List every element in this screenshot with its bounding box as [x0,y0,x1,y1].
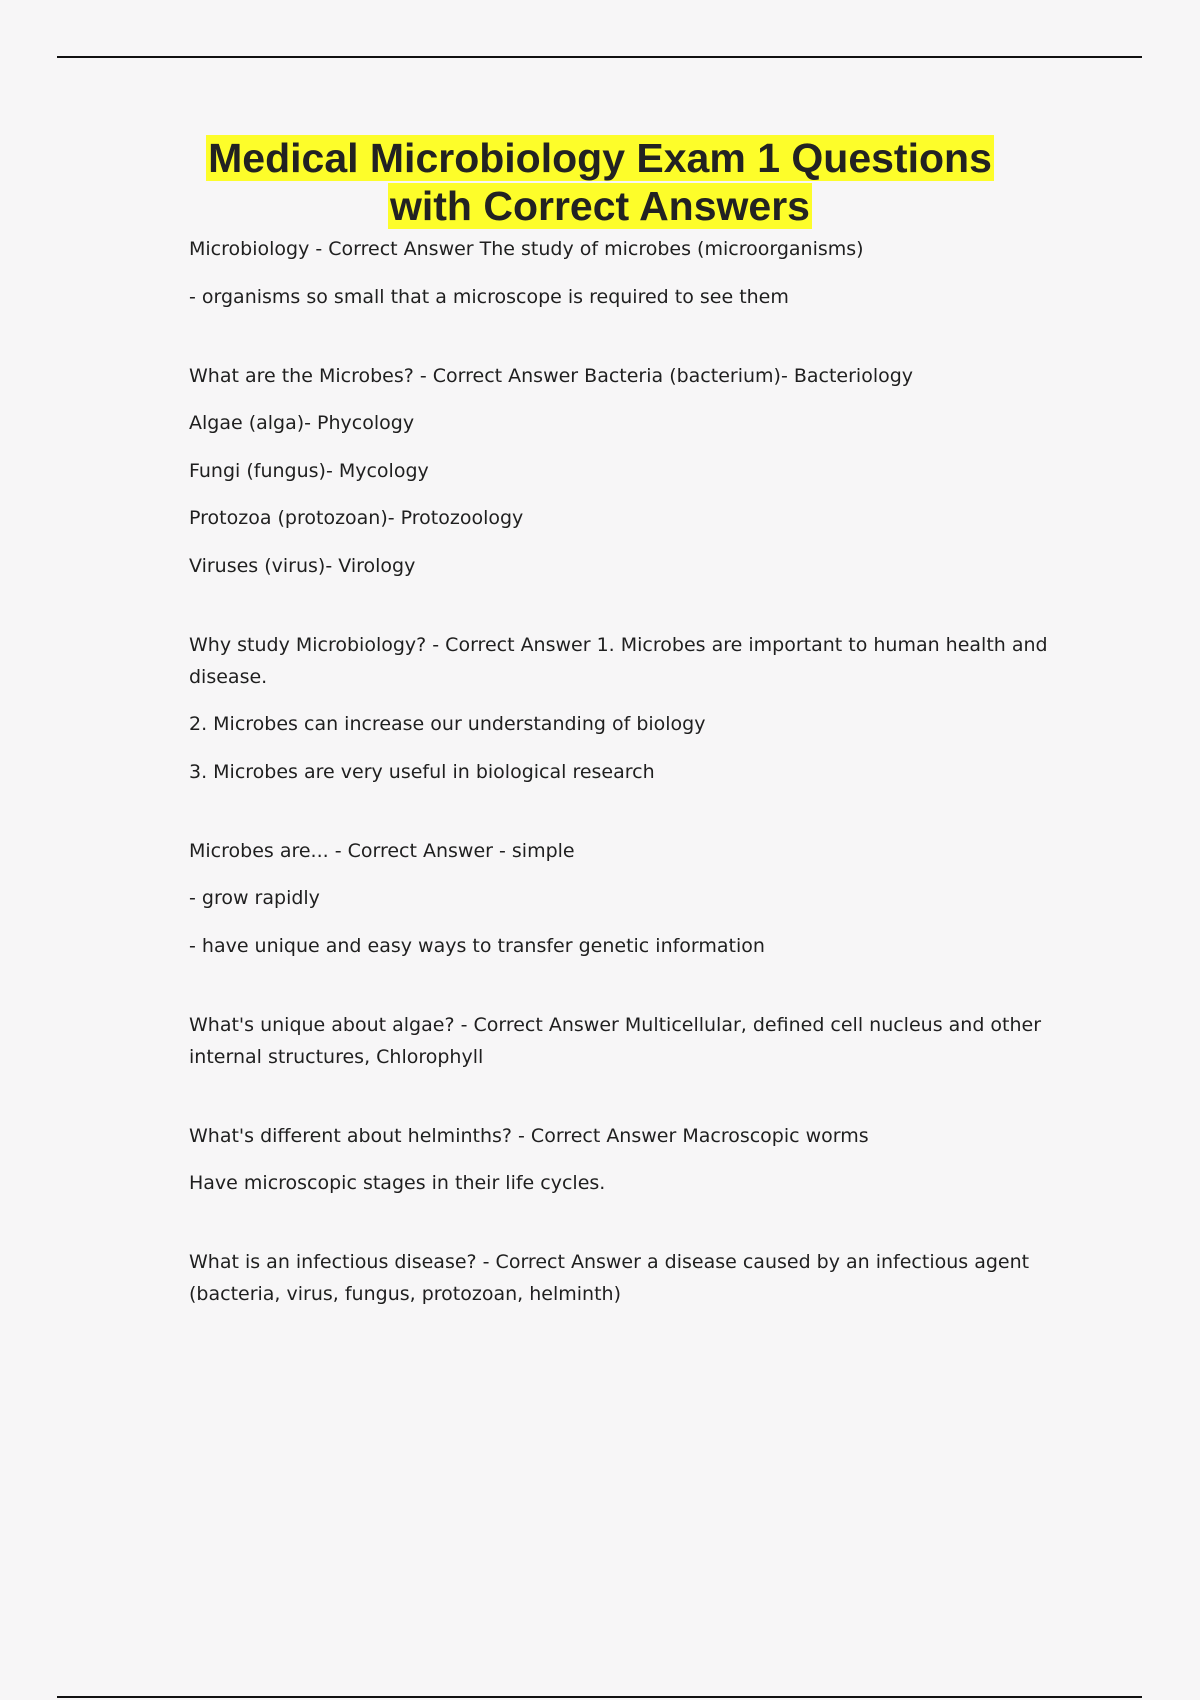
qa-line: Viruses (virus)- Virology [189,554,416,577]
qa-line: What's different about helminths? - Correct Answer Macroscopic worms [189,1124,869,1147]
qa-line: - organisms so small that a microscope is required to see them [189,285,789,308]
qa-line: Have microscopic stages in their life cycles. [189,1172,606,1194]
qa-line: 3. Microbes are very useful in biological research [189,760,655,783]
qa-entry [189,233,1049,313]
title-line-2: with Correct Answers [390,183,810,229]
qa-line: Algae (alga)- Phycology [189,412,415,434]
qa-entry [189,1246,1049,1310]
qa-entry [189,835,1049,962]
qa-line: Microbiology - Correct Answer The study of microbes (microorganisms) [189,238,864,260]
qa-line: What's unique about algae? - Correct Answer Multicellular, defined cell nucleus and other internal structures, Chlorophyll [189,1013,1042,1068]
qa-entry [189,629,1049,788]
title-line-1: Medical Microbiology Exam 1 Questions [208,135,992,181]
qa-line: What is an infectious disease? - Correct Answer a disease caused by an infectious agent (bacteria, virus, fungus, protozoan, helminth) [189,1251,1030,1305]
qa-line: - grow rapidly [189,887,320,909]
qa-content [189,233,1049,1326]
qa-entry [189,1120,1049,1200]
qa-line: - have unique and easy ways to transfer genetic information [189,934,765,957]
top-rule [57,56,1142,58]
document-title [0,134,1200,230]
qa-line: 2. Microbes can increase our understanding of biology [189,713,706,735]
qa-line: Fungi (fungus)- Mycology [189,459,429,482]
qa-line: Why study Microbiology? - Correct Answer 1. Microbes are important to human health and disease. [189,633,1048,688]
qa-entry [189,360,1049,582]
qa-line: What are the Microbes? - Correct Answer Bacteria (bacterium)- Bacteriology [189,364,914,387]
qa-entry [189,1009,1049,1073]
qa-line: Protozoa (protozoan)- Protozoology [189,507,524,529]
qa-line: Microbes are... - Correct Answer - simple [189,839,575,862]
bottom-rule [57,1696,1142,1698]
